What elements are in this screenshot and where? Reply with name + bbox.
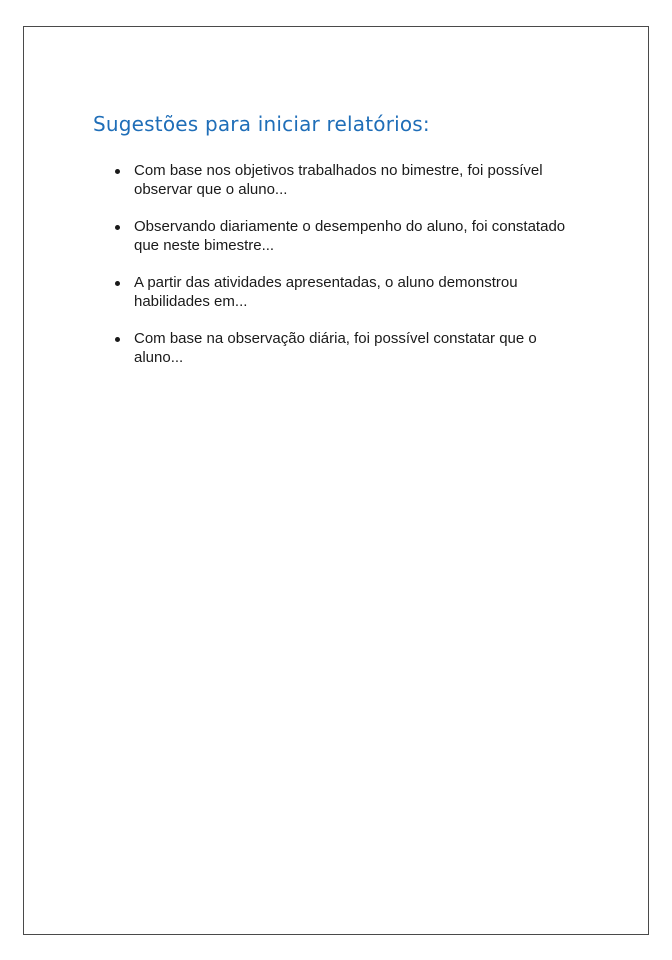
list-item <box>113 161 583 217</box>
list-item-text: Com base na observação diária, foi possível constatar que o aluno... <box>134 330 537 366</box>
list-item-text: Com base nos objetivos trabalhados no bimestre, foi possível observar que o aluno... <box>134 162 543 198</box>
suggestion-list <box>113 161 583 385</box>
bullet-icon <box>115 337 120 342</box>
bullet-icon <box>115 169 120 174</box>
list-item <box>113 329 583 385</box>
document-title: Sugestões para iniciar relatórios: <box>93 112 430 136</box>
list-item-text: A partir das atividades apresentadas, o aluno demonstrou habilidades em... <box>134 274 518 310</box>
bullet-icon <box>115 225 120 230</box>
list-item <box>113 273 583 329</box>
list-item-text: Observando diariamente o desempenho do aluno, foi constatado que neste bimestre... <box>134 218 566 254</box>
bullet-icon <box>115 281 120 286</box>
list-item <box>113 217 583 273</box>
